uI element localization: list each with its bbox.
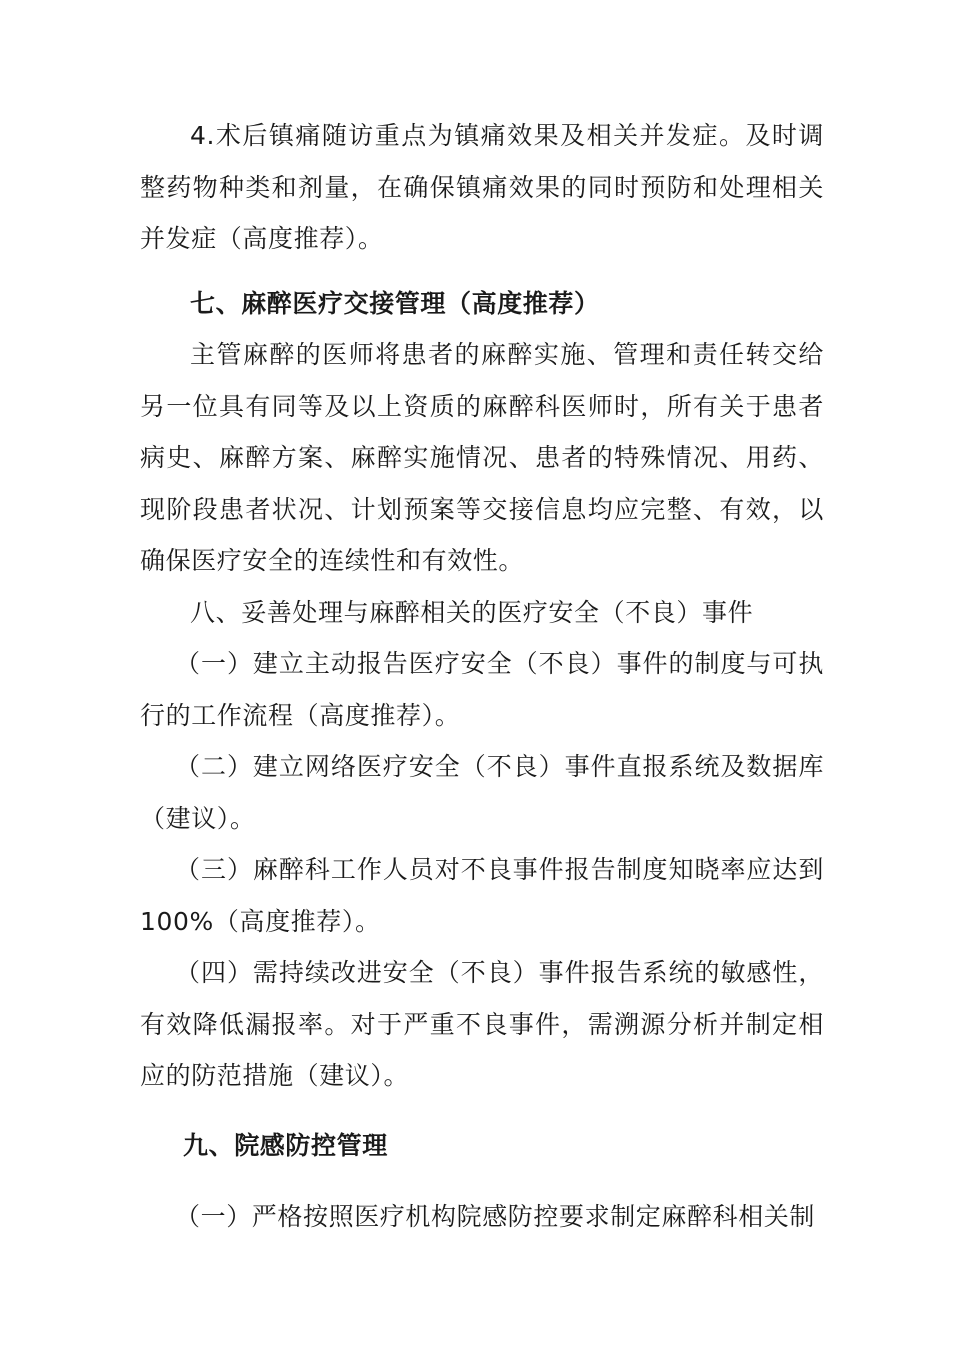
section-7-body: 主管麻醉的医师将患者的麻醉实施、管理和责任转交给另一位具有同等及以上资质的麻醉科医师时，所有关于患者病史、麻醉方案、麻醉实施情况、患者的特殊情况、用药、现阶段患者状况、计划预案等交接信息均应完整、有效，以确保医疗安全的连续性和有效性。 (140, 340, 824, 575)
section-9-heading: 九、院感防控管理 (183, 1131, 388, 1160)
section-8-heading: 八、妥善处理与麻醉相关的医疗安全（不良）事件 (190, 598, 754, 627)
paragraph-postop-analgesia: 4.术后镇痛随访重点为镇痛效果及相关并发症。及时调整药物种类和剂量，在确保镇痛效果的同时预防和处理相关并发症（高度推荐）。 (140, 121, 824, 253)
section-8-item-4: （四）需持续改进安全（不良）事件报告系统的敏感性，有效降低漏报率。对于严重不良事件，需溯源分析并制定相应的防范措施（建议）。 (140, 958, 824, 1090)
section-8-item-3: （三）麻醉科工作人员对不良事件报告制度知晓率应达到100%（高度推荐）。 (140, 855, 824, 936)
section-8-item-2: （二）建立网络医疗安全（不良）事件直报系统及数据库（建议）。 (140, 752, 824, 833)
section-9-item-1: （一）严格按照医疗机构院感防控要求制定麻醉科相关制 (175, 1202, 816, 1231)
section-7-heading: 七、麻醉医疗交接管理（高度推荐） (190, 289, 600, 318)
section-8-item-1: （一）建立主动报告医疗安全（不良）事件的制度与可执行的工作流程（高度推荐）。 (140, 649, 824, 730)
